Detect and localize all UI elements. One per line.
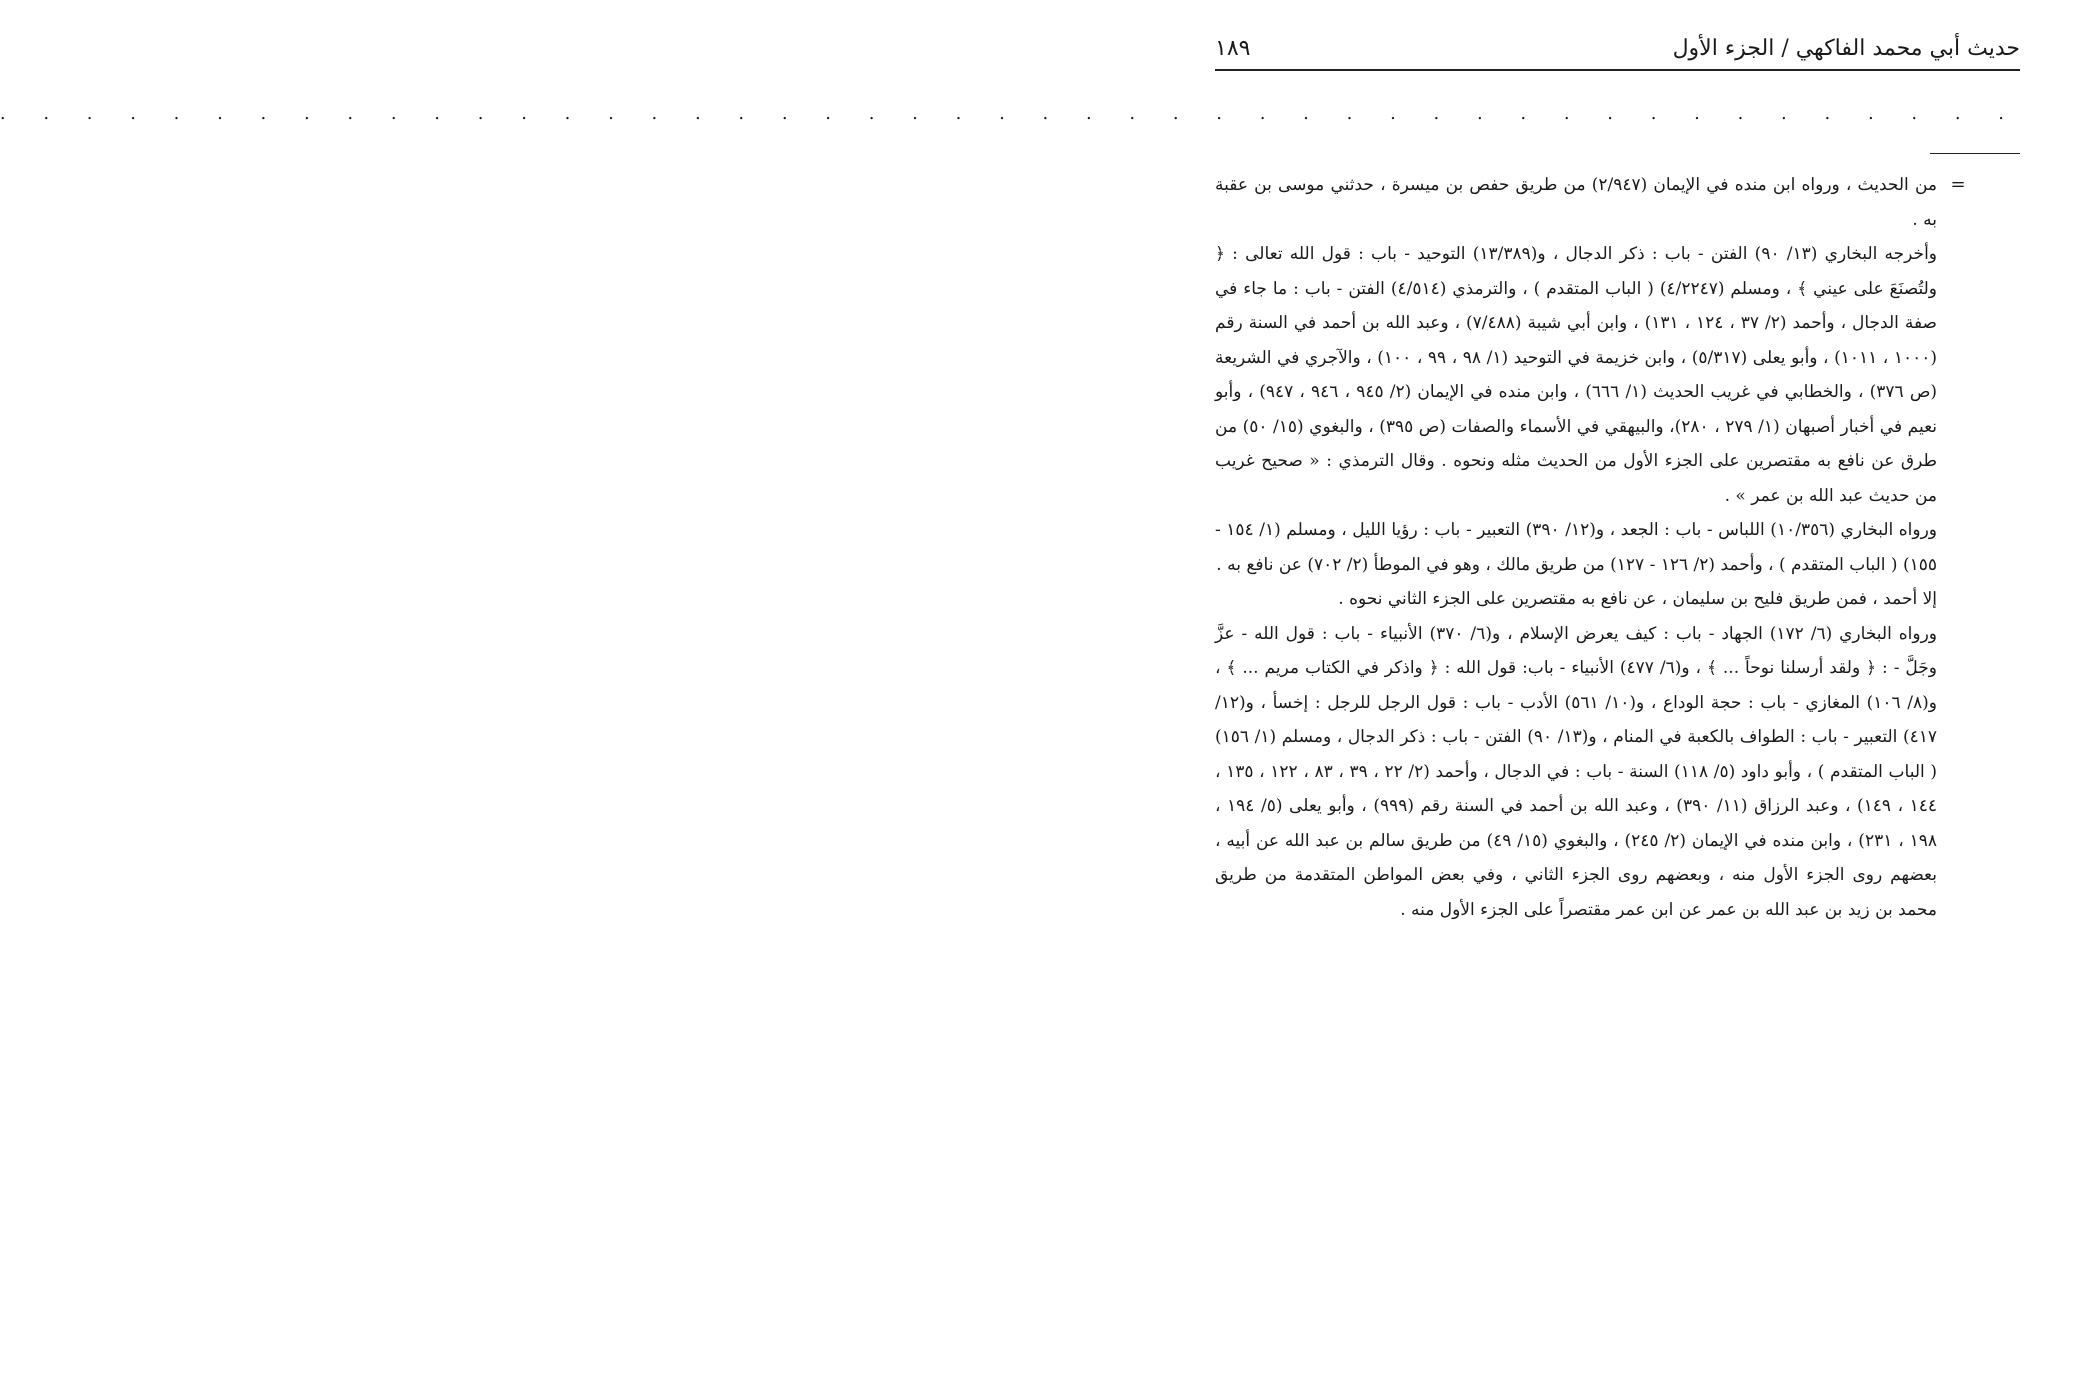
footnote-paragraph: إلا أحمد ، فمن طريق فليح بن سليمان ، عن نافع به مقتصرين على الجزء الثاني نحوه . <box>1338 589 1937 609</box>
footnote-body <box>1215 168 1937 927</box>
omission-dots: . . . . . . . . . . . . . . . . . . . . . . . . . . . . . . . . . . . . . . . . . . . . . . . <box>0 103 2020 124</box>
footnote-paragraph: من الحديث ، ورواه ابن منده في الإيمان (٢/٩٤٧) من طريق حفص بن ميسرة ، حدثني موسى بن عقبة به . <box>1215 175 1937 230</box>
footnote-paragraph: وأخرجه البخاري (١٣/ ٩٠) الفتن - باب : ذكر الدجال ، و(١٣/٣٨٩) التوحيد - باب : قول الله تعالى : ﴿ ولتُصنَعَ على عيني ﴾ ، ومسلم (٤/٢٢٤٧) ( الباب المتقدم ) ، والترمذي (٤/٥١٤) الفتن - باب : ما جاء في صفة الدجال ، وأحمد (٢/ ٣٧ ، ١٢٤ ، ١٣١) ، وابن أبي شيبة (٧/٤٨٨) ، وعبد الله بن أحمد في السنة رقم (١٠٠٠ ، ١٠١١) ، وأبو يعلى (٥/٣١٧) ، وابن خزيمة في التوحيد (١/ ٩٨ ، ٩٩ ، ١٠٠) ، والآجري في الشريعة (ص ٣٧٦) ، والخطابي في غريب الحديث (١/ ٦٦٦) ، وابن منده في الإيمان (٢/ ٩٤٥ ، ٩٤٦ ، ٩٤٧) ، وأبو نعيم في أخبار أصبهان (١/ ٢٧٩ ، ٢٨٠)، والبيهقي في الأسماء والصفات (ص ٣٩٥) ، والبغوي (١٥/ ٥٠) من طرق عن نافع به مقتصرين على الجزء الأول من الحديث مثله ونحوه . وقال الترمذي : « صحيح غريب من حديث عبد الله بن عمر » . <box>1215 244 1938 506</box>
page-number: ١٨٩ <box>1215 36 1251 61</box>
footnote-separator <box>1930 153 2020 154</box>
header-rule <box>1215 69 2020 71</box>
running-title: حديث أبي محمد الفاكهي / الجزء الأول <box>1672 36 2020 61</box>
continuation-mark: = <box>1950 174 1966 195</box>
footnote-paragraph: ورواه البخاري (١٠/٣٥٦) اللباس - باب : الجعد ، و(١٢/ ٣٩٠) التعبير - باب : رؤيا الليل ، ومسلم (١/ ١٥٤ - ١٥٥) ( الباب المتقدم ) ، وأحمد (٢/ ١٢٦ - ١٢٧) من طريق مالك ، وهو في الموطأ (٢/ ٧٠٢) عن نافع به . <box>1215 520 1938 575</box>
footnote-paragraph: ورواه البخاري (٦/ ١٧٢) الجهاد - باب : كيف يعرض الإسلام ، و(٦/ ٣٧٠) الأنبياء - باب : قول الله - عزَّ وجَلَّ - : ﴿ ولقد أرسلنا نوحاً ... ﴾ ، و(٦/ ٤٧٧) الأنبياء - باب: قول الله : ﴿ واذكر في الكتاب مريم ... ﴾ ، و(٨/ ١٠٦) المغازي - باب : حجة الوداع ، و(١٠/ ٥٦١) الأدب - باب : قول الرجل للرجل : إخسأ ، و(١٢/ ٤١٧) التعبير - باب : الطواف بالكعبة في المنام ، و(١٣/ ٩٠) الفتن - باب : ذكر الدجال ، ومسلم (١/ ١٥٦) ( الباب المتقدم ) ، وأبو داود (٥/ ١١٨) السنة - باب : في الدجال ، وأحمد (٢/ ٢٢ ، ٣٩ ، ٨٣ ، ١٢٢ ، ١٣٥ ، ١٤٤ ، ١٤٩) ، وعبد الرزاق (١١/ ٣٩٠) ، وعبد الله بن أحمد في السنة رقم (٩٩٩) ، وأبو يعلى (٥/ ١٩٤ ، ١٩٨ ، ٢٣١) ، وابن منده في الإيمان (٢/ ٢٤٥) ، والبغوي (١٥/ ٤٩) من طريق سالم بن عبد الله عن أبيه ، بعضهم روى الجزء الأول منه ، وبعضهم روى الجزء الثاني ، وفي بعض المواطن المتقدمة من طريق محمد بن زيد بن عبد الله بن عمر عن ابن عمر مقتصراً على الجزء الأول منه . <box>1215 623 1938 920</box>
running-header <box>1215 34 2020 70</box>
